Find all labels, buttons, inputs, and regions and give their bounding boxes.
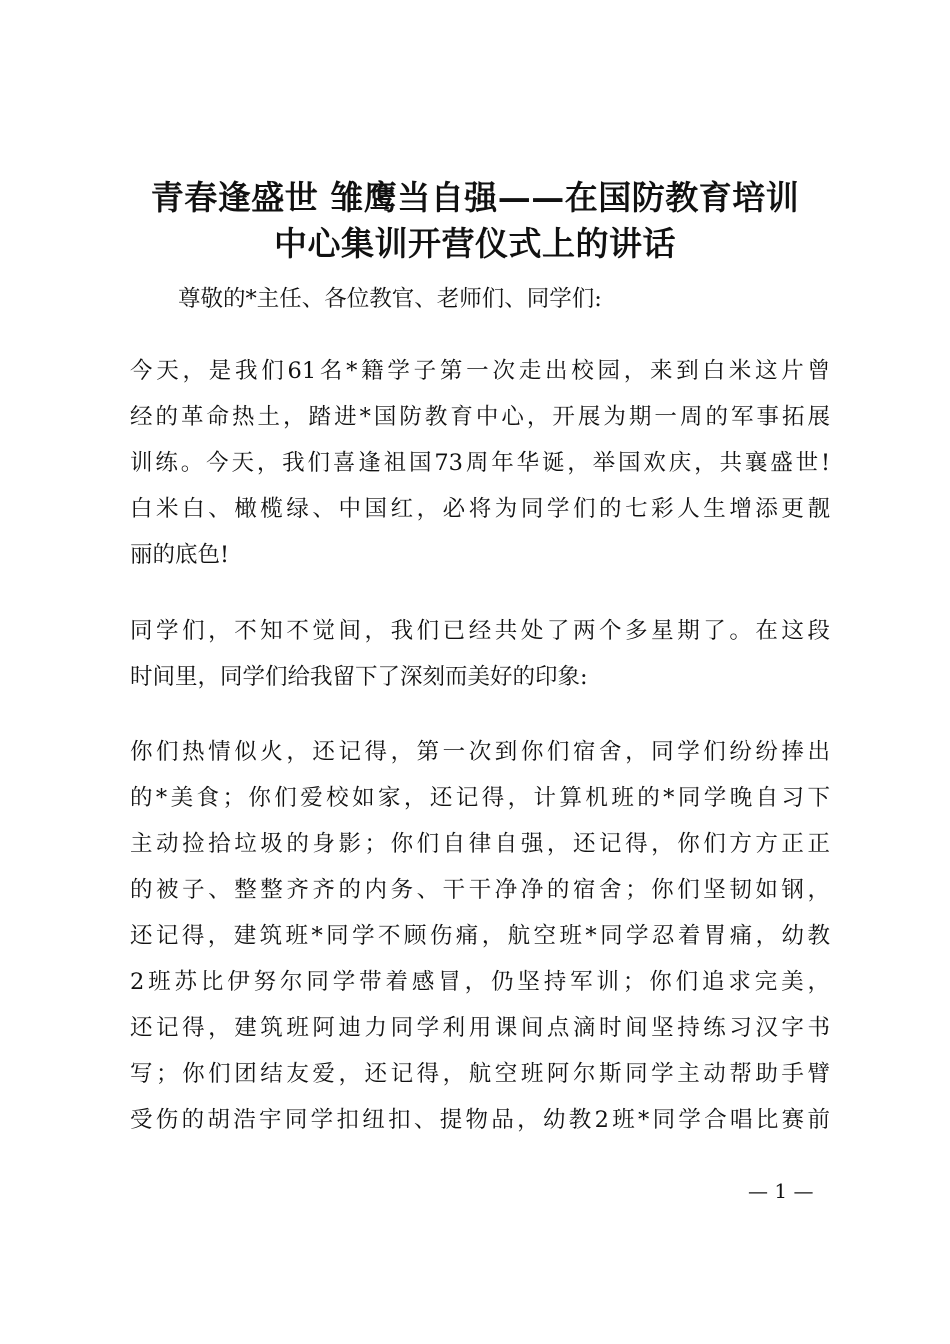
paragraph-3-line-9: 受伤的胡浩宇同学扣纽扣、提物品，幼教2班*同学合唱比赛前 (130, 1107, 830, 1133)
salutation: 尊敬的*主任、各位教官、老师们、同学们: (178, 286, 602, 312)
paragraph-1-line-3: 训练。今天，我们喜逢祖国73周年华诞，举国欢庆，共襄盛世! (130, 450, 830, 476)
page-number: — 1 — (748, 1179, 814, 1203)
title-line-1: 青春逢盛世 雏鹰当自强——在国防教育培训 (150, 178, 800, 217)
paragraph-1-line-5: 丽的底色! (130, 542, 230, 568)
paragraph-3-line-1: 你们热情似火，还记得，第一次到你们宿舍，同学们纷纷捧出 (130, 739, 830, 765)
paragraph-2-line-2: 时间里，同学们给我留下了深刻而美好的印象: (130, 664, 588, 690)
paragraph-1-line-2: 经的革命热土，踏进*国防教育中心，开展为期一周的军事拓展 (130, 404, 830, 430)
paragraph-3-line-4: 的被子、整整齐齐的内务、干干净净的宿舍；你们坚韧如钢， (130, 877, 830, 903)
paragraph-3-line-2: 的*美食；你们爱校如家，还记得，计算机班的*同学晚自习下 (130, 785, 830, 811)
paragraph-3-line-8: 写；你们团结友爱，还记得，航空班阿尔斯同学主动帮助手臂 (130, 1061, 830, 1087)
paragraph-3-line-6: 2班苏比伊努尔同学带着感冒，仍坚持军训；你们追求完美， (130, 969, 830, 995)
paragraph-2-line-1: 同学们，不知不觉间，我们已经共处了两个多星期了。在这段 (130, 618, 830, 644)
paragraph-1-line-1: 今天，是我们61名*籍学子第一次走出校园，来到白米这片曾 (130, 358, 830, 384)
paragraph-1-line-4: 白米白、橄榄绿、中国红，必将为同学们的七彩人生增添更靓 (130, 496, 830, 522)
title-line-2: 中心集训开营仪式上的讲话 (274, 224, 676, 263)
paragraph-3-line-5: 还记得，建筑班*同学不顾伤痛，航空班*同学忍着胃痛，幼教 (130, 923, 830, 949)
paragraph-3-line-3: 主动捡拾垃圾的身影；你们自律自强，还记得，你们方方正正 (130, 831, 830, 857)
paragraph-3-line-7: 还记得，建筑班阿迪力同学利用课间点滴时间坚持练习汉字书 (130, 1015, 830, 1041)
